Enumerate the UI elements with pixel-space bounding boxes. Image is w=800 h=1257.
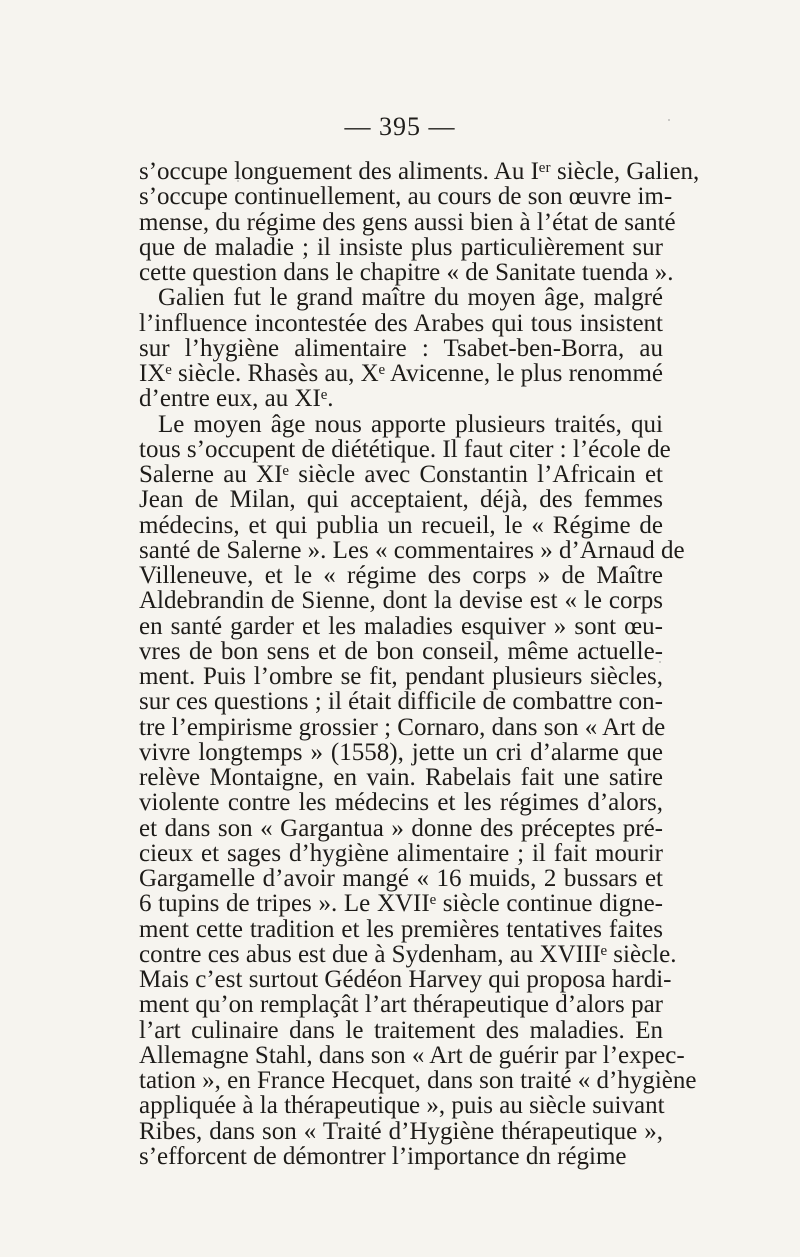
text-line: que de maladie ; il insiste plus particulièrement sur xyxy=(139,233,663,261)
paper-speck xyxy=(237,180,239,182)
paragraph xyxy=(139,158,700,286)
text-line: cette question dans le chapitre « de Sanitate tuenda ». xyxy=(139,259,674,286)
text-line: relève Montaigne, en vain. Rabelais fait une satire xyxy=(139,764,663,791)
text-line: en santé garder et les maladies esquiver » sont œu- xyxy=(139,612,663,640)
text-line: Ribes, dans son « Traité d’Hygiène thérapeutique », xyxy=(139,1117,663,1145)
text-line: médecins, et qui publia un recueil, le « Régime de xyxy=(139,511,663,539)
text-line: d’entre eux, au XIᵉ. xyxy=(139,385,334,413)
text-line: tous s’occupent de diététique. Il faut citer : l’école de xyxy=(139,435,671,463)
text-line: l’art culinaire dans le traitement des maladies. En xyxy=(139,1016,663,1044)
text-line: vivre longtemps » (1558), jette un cri d’alarme que xyxy=(139,738,663,766)
text-line: vres de bon sens et de bon conseil, même actuelle- xyxy=(139,637,663,665)
paper-speck xyxy=(668,119,670,121)
text-line: sur l’hygiène alimentaire : Tsabet-ben-Borra, au xyxy=(139,334,663,362)
text-line: Salerne au XIᵉ siècle avec Constantin l’Africain et xyxy=(139,461,663,488)
text-line: s’occupe longuement des aliments. Au Iᵉʳ siècle, Galien, xyxy=(139,158,700,185)
text-line: IXᵉ siècle. Rhasès au, Xᵉ Avicenne, le plus renommé xyxy=(139,360,664,387)
text-line: Gargamelle d’avoir mangé « 16 muids, 2 bussars et xyxy=(139,865,663,892)
text-line: Allemagne Stahl, dans son « Art de guérir par l’expec- xyxy=(139,1041,685,1069)
text-line: tre l’empirisme grossier ; Cornaro, dans son « Art de xyxy=(139,713,666,741)
text-line: cieux et sages d’hygiène alimentaire ; il fait mourir xyxy=(139,839,663,867)
paragraph xyxy=(139,285,663,411)
page-number: — 395 — xyxy=(344,112,456,141)
text-line: santé de Salerne ». Les « commentaires » d’Arnaud de xyxy=(139,536,685,564)
text-line: ment cette tradition et les premières tentatives faites xyxy=(139,915,663,943)
text-line: violente contre les médecins et les régimes d’alors, xyxy=(139,789,663,817)
text-line: s’occupe continuellement, au cours de son œuvre im- xyxy=(139,183,673,211)
paragraph xyxy=(139,410,697,1170)
text-line: s’efforcent de démontrer l’importance dn régime xyxy=(139,1142,627,1170)
text-line: tation », en France Hecquet, dans son traité « d’hygiène xyxy=(139,1067,697,1094)
text-line: mense, du régime des gens aussi bien à l’état de santé xyxy=(139,208,676,236)
text-line: et dans son « Gargantua » donne des préceptes pré- xyxy=(139,814,663,842)
paper-speck xyxy=(659,661,661,663)
text-line: ment. Puis l’ombre se fit, pendant plusieurs siècles, xyxy=(139,663,663,690)
text-line: sur ces questions ; il était difficile de combattre con- xyxy=(139,688,663,716)
text-line: Villeneuve, et le « régime des corps » de Maître xyxy=(139,562,663,589)
text-line: Mais c’est surtout Gédéon Harvey qui proposa hardi- xyxy=(139,966,672,993)
text-line: Aldebrandin de Sienne, dont la devise est « le corps xyxy=(139,587,663,615)
text-line: Le moyen âge nous apporte plusieurs traités, qui xyxy=(158,410,663,438)
text-line: ment qu’on remplaçât l’art thérapeutique d’alors par xyxy=(139,991,663,1019)
text-line: contre ces abus est due à Sydenham, au XVIIIᵉ siècle. xyxy=(139,940,677,968)
text-line: Jean de Milan, qui acceptaient, déjà, des femmes xyxy=(139,486,663,514)
text-line: appliquée à la thérapeutique », puis au siècle suivant xyxy=(139,1092,665,1120)
text-line: l’influence incontestée des Arabes qui tous insistent xyxy=(139,309,663,337)
text-line: Galien fut le grand maître du moyen âge, malgré xyxy=(158,284,663,312)
body-text xyxy=(139,158,700,1170)
text-line: 6 tupins de tripes ». Le XVIIᵉ siècle continue digne- xyxy=(139,890,663,918)
